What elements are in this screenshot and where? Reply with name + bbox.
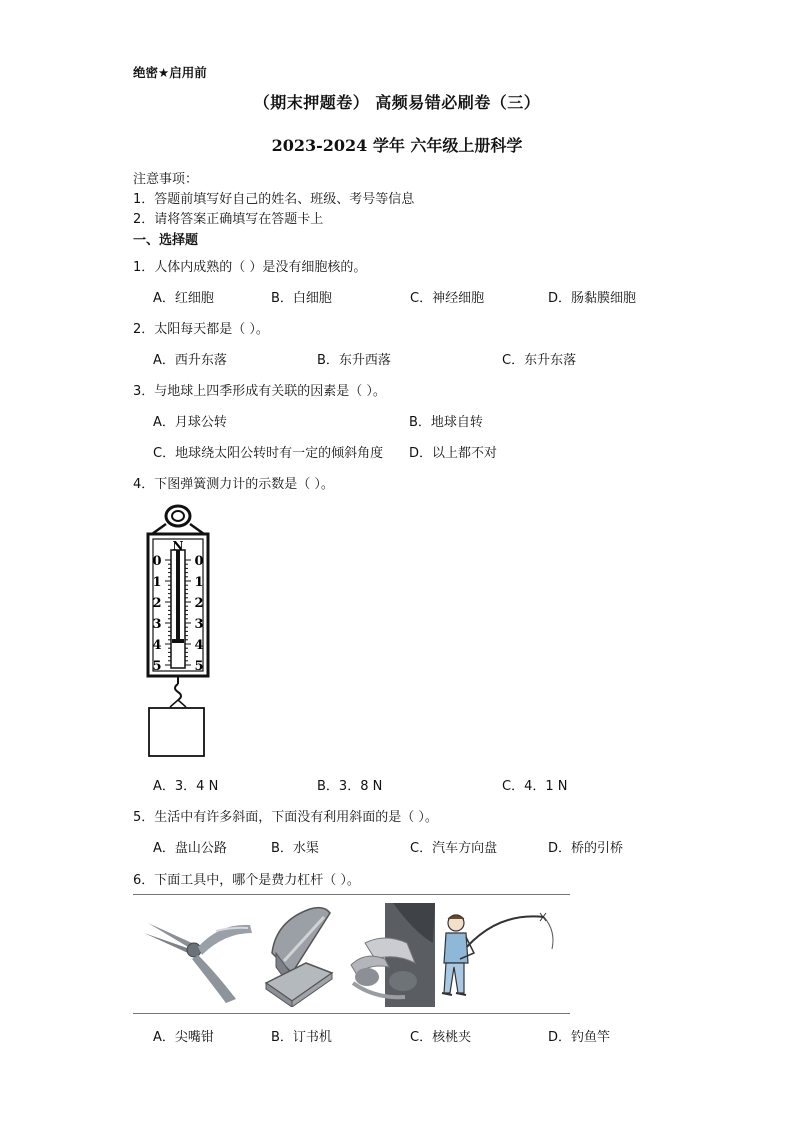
question-stem: 1．人体内成熟的（ ）是没有细胞核的。 bbox=[133, 260, 367, 275]
stapler-image bbox=[262, 903, 338, 1007]
spring-scale-figure bbox=[140, 500, 220, 762]
option[interactable]: A．3．4 N bbox=[153, 779, 219, 794]
option[interactable]: A．西升东落 bbox=[153, 353, 227, 368]
left-tick-label: 0 bbox=[152, 554, 162, 569]
divider bbox=[133, 894, 570, 895]
option[interactable]: B．3．8 N bbox=[317, 779, 383, 794]
nutcracker-image bbox=[345, 903, 435, 1007]
option[interactable]: A．红细胞 bbox=[153, 291, 214, 306]
option[interactable]: C．神经细胞 bbox=[410, 291, 485, 306]
option[interactable]: C．核桃夹 bbox=[410, 1030, 472, 1045]
left-tick-label: 4 bbox=[152, 638, 162, 653]
option[interactable]: C．东升东落 bbox=[502, 353, 577, 368]
question-stem: 3．与地球上四季形成有关联的因素是（ ）。 bbox=[133, 384, 386, 399]
fishing-rod-image bbox=[440, 903, 560, 1007]
option[interactable]: B．订书机 bbox=[271, 1030, 332, 1045]
question-stem: 4．下图弹簧测力计的示数是（ ）。 bbox=[133, 477, 334, 492]
option[interactable]: B．东升西落 bbox=[317, 353, 391, 368]
option[interactable]: D．肠黏膜细胞 bbox=[548, 291, 637, 306]
notice-item: 2．请将答案正确填写在答题卡上 bbox=[133, 212, 324, 227]
divider bbox=[133, 1013, 570, 1014]
unit-label: N bbox=[172, 539, 184, 553]
question-stem: 5．生活中有许多斜面，下面没有利用斜面的是（ ）。 bbox=[133, 810, 438, 825]
notice-item: 1．答题前填写好自己的姓名、班级、考号等信息 bbox=[133, 192, 415, 207]
option[interactable]: C．4．1 N bbox=[502, 779, 568, 794]
right-tick-label: 5 bbox=[194, 659, 204, 674]
option[interactable]: A．月球公转 bbox=[153, 415, 227, 430]
left-tick-label: 3 bbox=[152, 617, 162, 632]
left-tick-label: 1 bbox=[152, 575, 162, 590]
exam-title: （期末押题卷） 高频易错必刷卷（三） bbox=[253, 93, 541, 112]
option[interactable]: A．尖嘴钳 bbox=[153, 1030, 214, 1045]
exam-subtitle: 2023-2024 学年 六年级上册科学 bbox=[271, 136, 523, 155]
right-tick-label: 2 bbox=[194, 596, 204, 611]
left-tick-label: 5 bbox=[152, 659, 162, 674]
question-stem: 6．下面工具中，哪个是费力杠杆（ ）。 bbox=[133, 873, 360, 888]
option[interactable]: B．白细胞 bbox=[271, 291, 332, 306]
notice-heading: 注意事项： bbox=[133, 172, 199, 187]
option[interactable]: C．地球绕太阳公转时有一定的倾斜角度 bbox=[153, 446, 384, 461]
question-stem: 2．太阳每天都是（ ）。 bbox=[133, 322, 269, 337]
option[interactable]: C．汽车方向盘 bbox=[410, 841, 498, 856]
right-tick-label: 1 bbox=[194, 575, 204, 590]
option[interactable]: B．地球自转 bbox=[409, 415, 483, 430]
left-tick-label: 2 bbox=[152, 596, 162, 611]
option[interactable]: D．钓鱼竿 bbox=[548, 1030, 611, 1045]
right-tick-label: 3 bbox=[194, 617, 204, 632]
right-tick-label: 4 bbox=[194, 638, 204, 653]
option[interactable]: B．水渠 bbox=[271, 841, 319, 856]
option[interactable]: D．以上都不对 bbox=[409, 446, 498, 461]
option[interactable]: D．桥的引桥 bbox=[548, 841, 624, 856]
section-heading: 一、选择题 bbox=[133, 233, 199, 248]
secret-label: 绝密★启用前 bbox=[133, 65, 207, 80]
option[interactable]: A．盘山公路 bbox=[153, 841, 227, 856]
pliers-image bbox=[140, 903, 258, 1005]
right-tick-label: 0 bbox=[194, 554, 204, 569]
